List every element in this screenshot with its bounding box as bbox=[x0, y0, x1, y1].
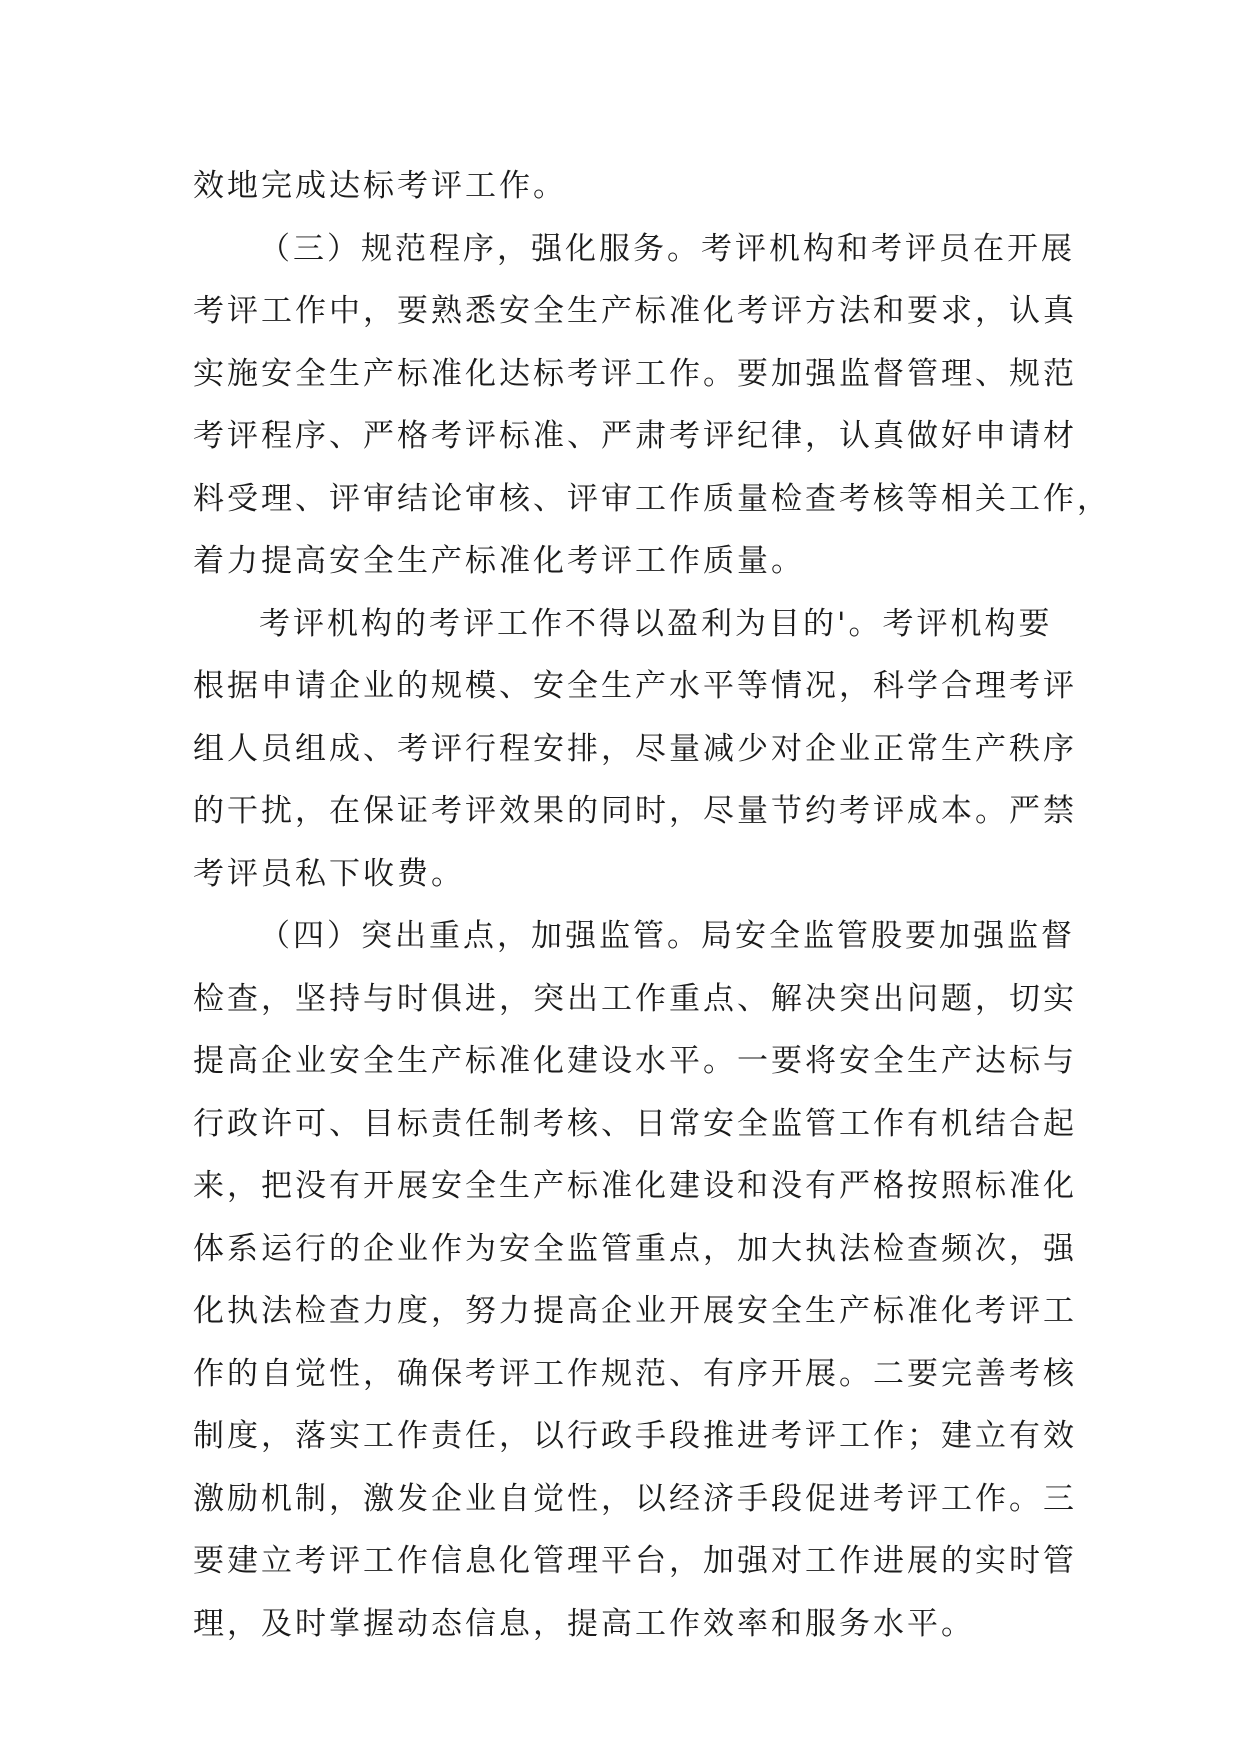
text-line: 考评机构的考评工作不得以盈利为目的'。考评机构要 bbox=[259, 605, 1053, 642]
text-line: （四）突出重点，加强监管。局安全监管股要加强监督 bbox=[259, 918, 1075, 954]
text-line: 根据申请企业的规模、安全生产水平等情况，科学合理考评 bbox=[193, 668, 1077, 704]
text-line: 料受理、评审结论审核、评审工作质量检查考核等相关工作， bbox=[193, 480, 1111, 517]
text-line: 效地完成达标考评工作。 bbox=[193, 168, 567, 204]
text-line: 考评员私下收费。 bbox=[193, 855, 465, 892]
text-line: 实施安全生产标准化达标考评工作。要加强监督管理、规范 bbox=[193, 355, 1077, 392]
text-line: 考评工作中，要熟悉安全生产标准化考评方法和要求，认真 bbox=[193, 293, 1077, 329]
text-line: 制度，落实工作责任，以行政手段推进考评工作；建立有效 bbox=[193, 1418, 1077, 1454]
text-line: 着力提高安全生产标准化考评工作质量。 bbox=[193, 543, 805, 579]
text-line: 体系运行的企业作为安全监管重点，加大执法检查频次，强 bbox=[193, 1230, 1077, 1267]
text-line: 提高企业安全生产标准化建设水平。一要将安全生产达标与 bbox=[193, 1043, 1077, 1079]
text-line: 要建立考评工作信息化管理平台，加强对工作进展的实时管 bbox=[193, 1543, 1077, 1579]
document-body bbox=[193, 155, 1111, 1655]
text-line: 行政许可、目标责任制考核、日常安全监管工作有机结合起 bbox=[193, 1105, 1077, 1142]
text-line: 组人员组成、考评行程安排，尽量减少对企业正常生产秩序 bbox=[193, 730, 1077, 767]
text-line: 的干扰，在保证考评效果的同时，尽量节约考评成本。严禁 bbox=[193, 793, 1077, 829]
text-line: 检查，坚持与时俱进，突出工作重点、解决突出问题，切实 bbox=[193, 980, 1077, 1017]
text-line: 理，及时掌握动态信息，提高工作效率和服务水平。 bbox=[193, 1605, 975, 1642]
text-line: 激励机制，激发企业自觉性，以经济手段促进考评工作。三 bbox=[193, 1480, 1077, 1517]
text-line: （三）规范程序，强化服务。考评机构和考评员在开展 bbox=[259, 230, 1075, 267]
text-line: 考评程序、严格考评标准、严肃考评纪律，认真做好申请材 bbox=[193, 418, 1077, 454]
text-line: 化执法检查力度，努力提高企业开展安全生产标准化考评工 bbox=[193, 1293, 1077, 1329]
text-line: 作的自觉性，确保考评工作规范、有序开展。二要完善考核 bbox=[193, 1355, 1077, 1392]
text-line: 来，把没有开展安全生产标准化建设和没有严格按照标准化 bbox=[193, 1168, 1077, 1204]
